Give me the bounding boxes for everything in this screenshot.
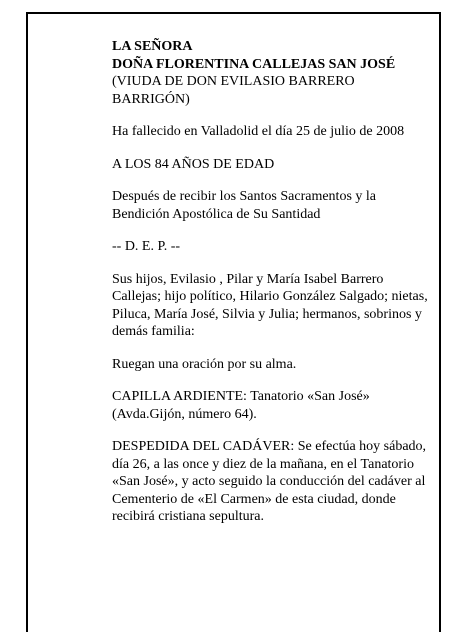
rip-line: -- D. E. P. -- [112,239,181,254]
title-line-1: LA SEÑORA [112,39,193,54]
chapel-info [112,388,430,423]
deceased-name: DOÑA FLORENTINA CALLEJAS SAN JOSÉ [112,56,396,72]
obituary-notice [112,38,430,541]
age-statement: A LOS 84 AÑOS DE EDAD [112,156,275,172]
sacraments-statement: Después de recibir los Santos Sacramentos y la Bendición Apostólica de Su Santidad [112,189,376,222]
death-statement: Ha fallecido en Valladolid el día 25 de julio de 2008 [112,124,405,139]
chapel-label: CAPILLA ARDIENTE: [112,389,247,404]
farewell-info [112,438,430,526]
prayer-request: Ruegan una oración por su alma. [112,356,297,372]
chapel-text: Tanatorio «San José» (Avda.Gijón, número 64). [112,389,370,422]
widow-line: (VIUDA DE DON EVILASIO BARRERO BARRIGÓN) [112,74,355,107]
notice-header [112,38,430,108]
family-list: Sus hijos, Evilasio , Pilar y María Isabel Barrero Callejas; hijo político, Hilario González Salgado; nietas, Piluca, María José, Silvia y Julia; hermanos, sobrinos y demás familia: [112,271,428,339]
farewell-text: Se efectúa hoy sábado, día 26, a las once y diez de la mañana, en el Tanatorio «San José», y acto seguido la conducción del cadáver al Cementerio de «El Carmen» de esta ciudad, donde recibirá cristiana sepultura. [112,439,427,524]
farewell-label: DESPEDIDA DEL CADÁVER: [112,439,295,454]
